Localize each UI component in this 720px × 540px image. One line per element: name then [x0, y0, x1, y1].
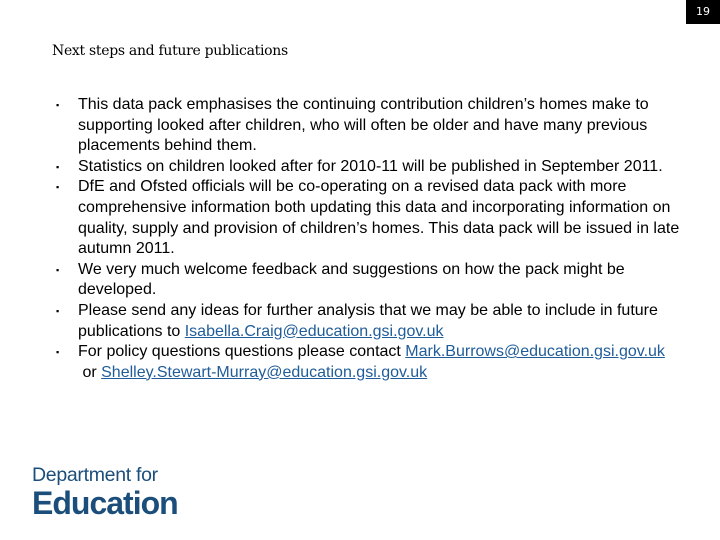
email-link-shelley-stewart-murray[interactable]: Shelley.Stewart-Murray@education.gsi.gov.uk: [101, 363, 428, 381]
bullet-text: DfE and Ofsted officials will be co-operating on a revised data pack with more comprehensive information both updating this data and incorporating information on quality, supply and provision of children’s homes. This data pack will be issued in late autumn 2011.: [78, 178, 680, 258]
bullet-text: This data pack emphasises the continuing contribution children’s homes make to supporting looked after children, who will often be older and have many previous placements behind them.: [78, 96, 649, 155]
bullet-square-icon: ▪: [56, 347, 60, 358]
bullet-square-icon: ▪: [56, 305, 60, 316]
bullet-item-feedback: [56, 260, 686, 301]
bullet-item-statistics: [56, 157, 686, 178]
bullet-square-icon: ▪: [56, 264, 60, 275]
slide-title: Next steps and future publications: [52, 43, 288, 59]
department-for-education-logo: [32, 464, 178, 520]
bullet-square-icon: ▪: [56, 182, 60, 193]
email-link-isabella-craig[interactable]: Isabella.Craig@education.gsi.gov.uk: [184, 322, 444, 340]
bullet-text: Statistics on children looked after for 2010-11 will be published in September 2011.: [78, 157, 663, 175]
logo-line-department: Department for: [32, 464, 158, 486]
email-link-mark-burrows[interactable]: Mark.Burrows@education.gsi.gov.uk: [405, 343, 665, 361]
bullet-text: For policy questions questions please contact: [78, 343, 406, 361]
bullet-text-connector: or: [78, 363, 102, 381]
bullet-text: Please send any ideas for further analysis that we may be able to include in future publications to: [78, 301, 658, 340]
bullet-square-icon: ▪: [56, 161, 60, 172]
logo-line-education: Education: [32, 485, 178, 521]
bullet-list: [56, 95, 686, 383]
page-number: 19: [686, 0, 720, 24]
bullet-square-icon: ▪: [56, 100, 60, 110]
bullet-item-feedback-context: [56, 95, 686, 157]
bullet-item-ideas: [56, 301, 686, 342]
bullet-item-revised-pack: [56, 177, 686, 259]
bullet-item-policy-contacts: [56, 342, 686, 383]
bullet-text: We very much welcome feedback and suggestions on how the pack might be developed.: [78, 260, 625, 299]
